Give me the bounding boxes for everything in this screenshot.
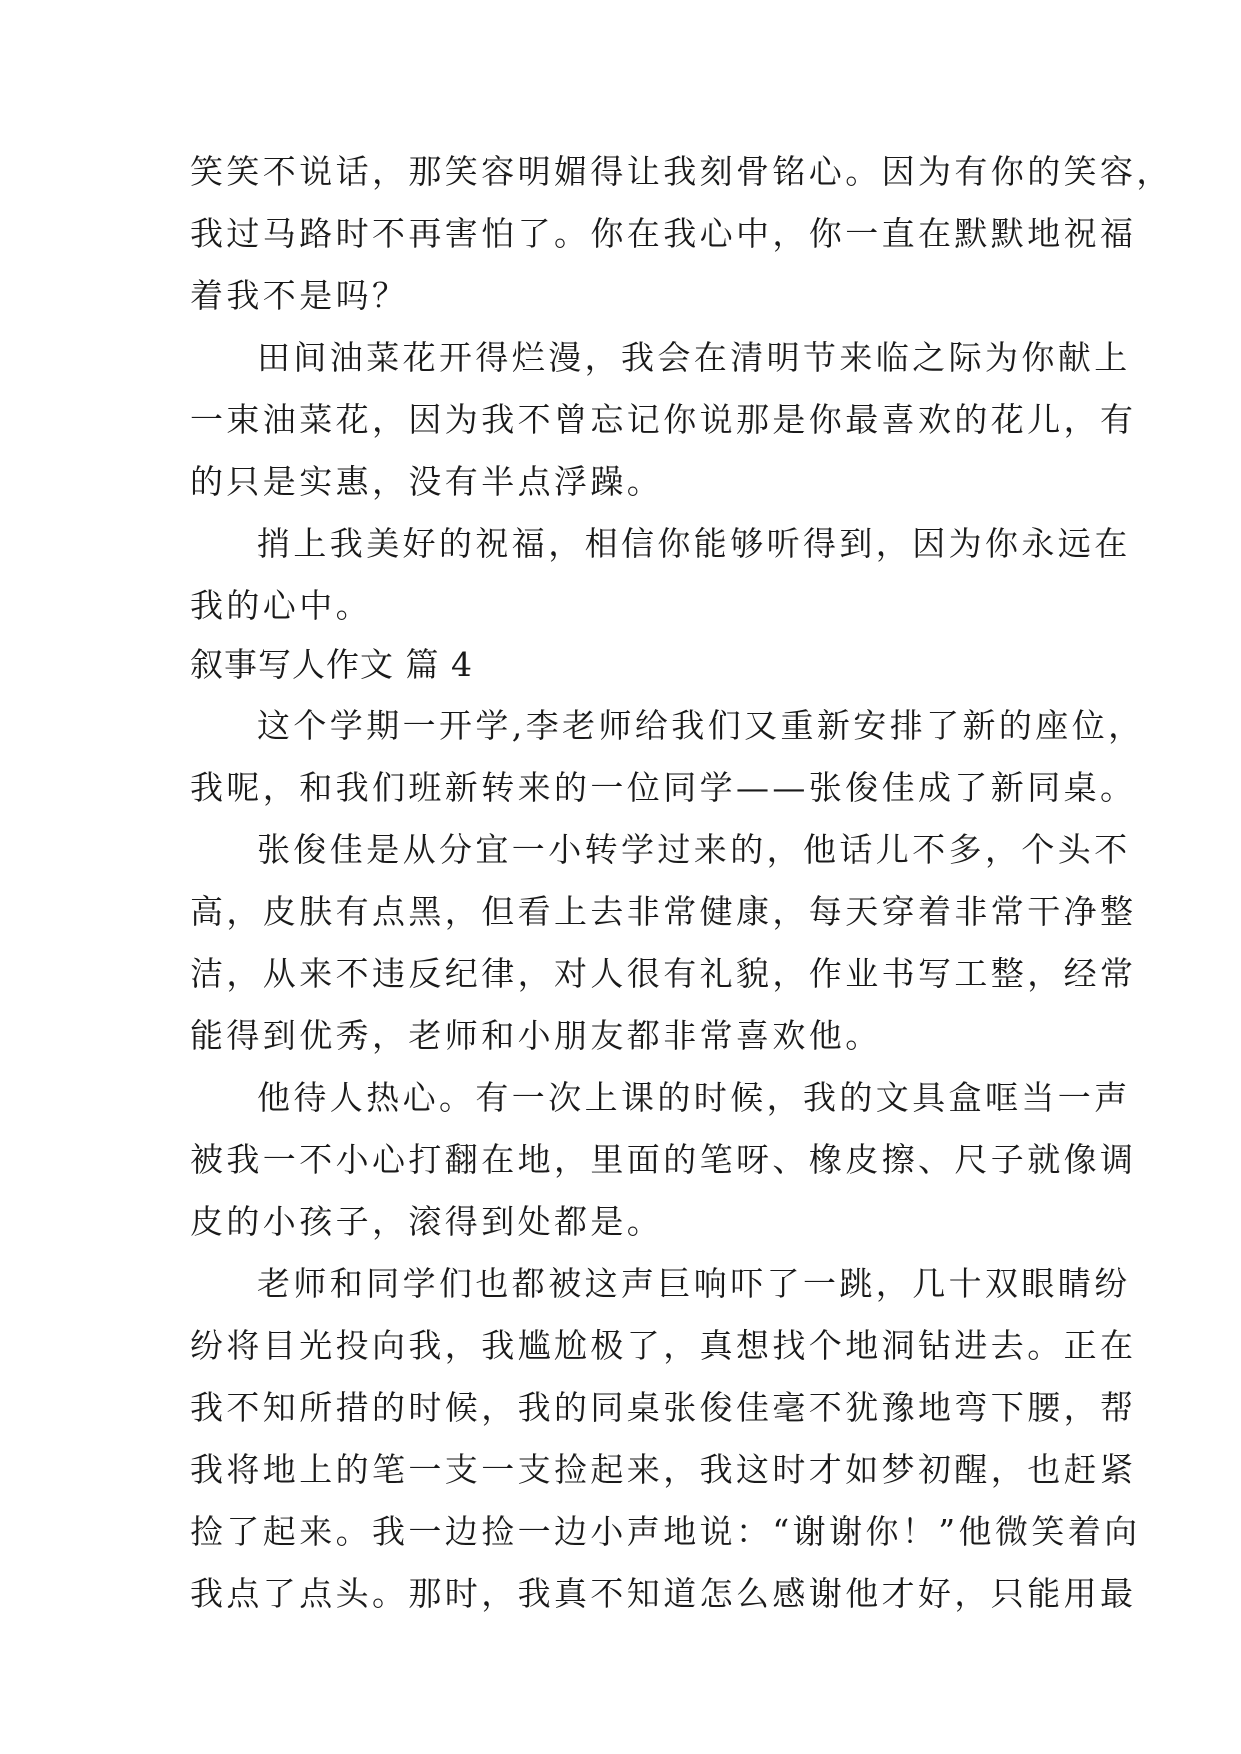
text-line: 被我一不小心打翻在地，里面的笔呀、橡皮擦、尺子就像调 xyxy=(190,1140,1137,1179)
section-heading: 叙事写人作文 篇 4 xyxy=(190,645,473,684)
text-line: 我将地上的笔一支一支捡起来，我这时才如梦初醒，也赶紧 xyxy=(190,1450,1137,1489)
text-line: 纷将目光投向我，我尴尬极了，真想找个地洞钻进去。正在 xyxy=(190,1326,1137,1365)
text-line: 着我不是吗？ xyxy=(190,276,409,315)
text-line: 这个学期一开学,李老师给我们又重新安排了新的座位， xyxy=(257,706,1145,745)
text-line: 捡了起来。我一边捡一边小声地说：“谢谢你！”他微笑着向 xyxy=(190,1512,1141,1551)
text-line: 张俊佳是从分宜一小转学过来的，他话儿不多，个头不 xyxy=(257,830,1131,869)
text-line: 皮的小孩子，滚得到处都是。 xyxy=(190,1202,664,1241)
text-line: 捎上我美好的祝福，相信你能够听得到，因为你永远在 xyxy=(257,524,1131,563)
text-line: 能得到优秀，老师和小朋友都非常喜欢他。 xyxy=(190,1016,882,1055)
text-line: 笑笑不说话，那笑容明媚得让我刻骨铭心。因为有你的笑容， xyxy=(190,152,1173,191)
text-line: 我点了点头。那时，我真不知道怎么感谢他才好，只能用最 xyxy=(190,1574,1137,1613)
text-line: 我过马路时不再害怕了。你在我心中，你一直在默默地祝福 xyxy=(190,214,1137,253)
text-line: 我的心中。 xyxy=(190,586,372,625)
text-line: 我呢，和我们班新转来的一位同学——张俊佳成了新同桌。 xyxy=(190,768,1137,807)
text-line: 我不知所措的时候，我的同桌张俊佳毫不犹豫地弯下腰，帮 xyxy=(190,1388,1137,1427)
text-line: 田间油菜花开得烂漫，我会在清明节来临之际为你献上 xyxy=(257,338,1131,377)
text-line: 的只是实惠，没有半点浮躁。 xyxy=(190,462,664,501)
text-line: 老师和同学们也都被这声巨响吓了一跳，几十双眼睛纷 xyxy=(257,1264,1131,1303)
text-line: 一束油菜花，因为我不曾忘记你说那是你最喜欢的花儿，有 xyxy=(190,400,1137,439)
text-line: 他待人热心。有一次上课的时候，我的文具盒哐当一声 xyxy=(257,1078,1131,1117)
text-line: 高，皮肤有点黑，但看上去非常健康，每天穿着非常干净整 xyxy=(190,892,1137,931)
text-line: 洁，从来不违反纪律，对人很有礼貌，作业书写工整，经常 xyxy=(190,954,1137,993)
